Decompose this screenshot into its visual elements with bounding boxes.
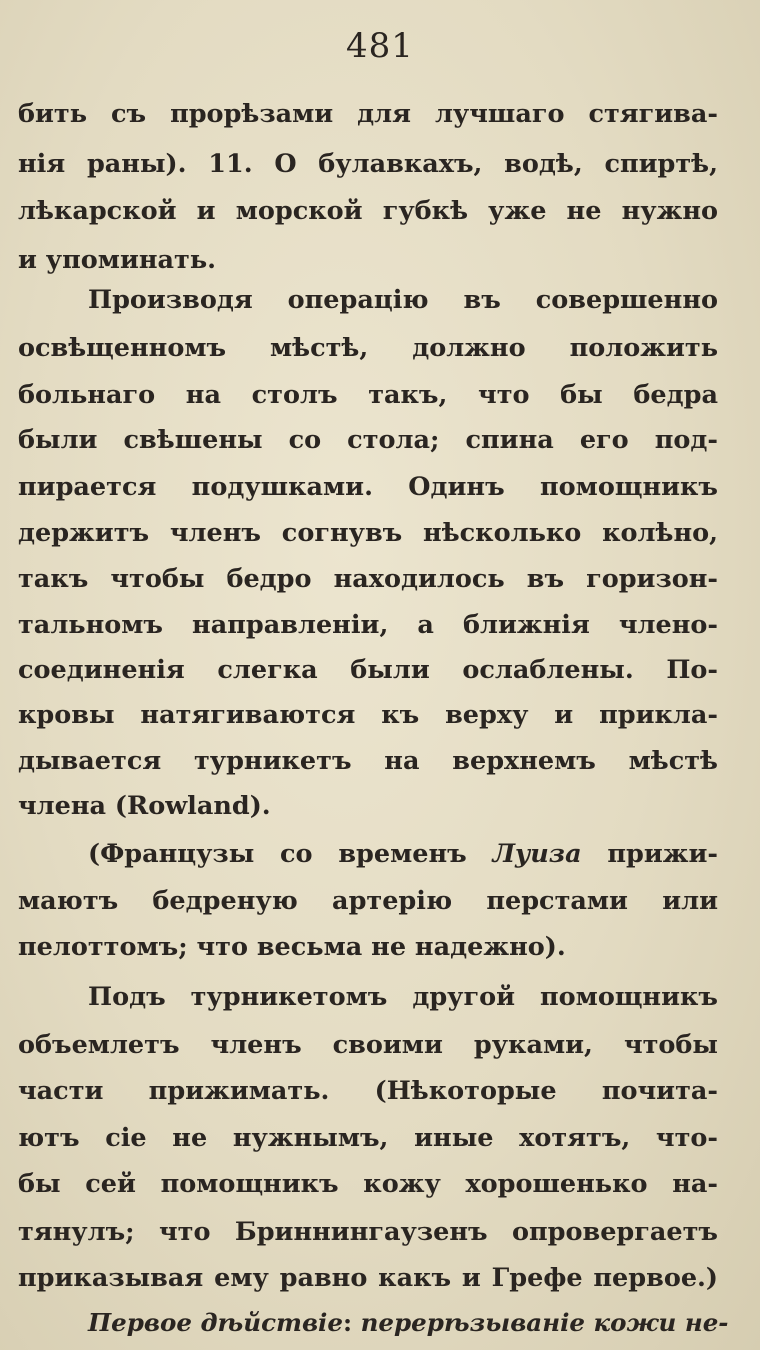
text-line: маютъ бедреную артерію перстами или (18, 886, 718, 916)
text-line: соединенія слегка были ослаблены. По- (18, 655, 718, 685)
text-line: держитъ членъ согнувъ нѣсколько колѣно, (18, 518, 718, 548)
text-line: бы сей помощникъ кожу хорошенько на- (18, 1169, 718, 1199)
italic-name: Луиза (492, 839, 582, 869)
paragraph-first-line (88, 1308, 729, 1337)
text-line: кровы натягиваются къ верху и прикла- (18, 700, 718, 730)
paragraph-first-line: Производя операцію въ совершенно (88, 285, 718, 315)
italic-heading: Первое дѣйствіе (88, 1308, 343, 1337)
text-run: прижи- (581, 839, 719, 869)
text-line: тянулъ; что Бриннингаузенъ опровергаетъ (18, 1217, 718, 1247)
text-line: тальномъ направленіи, а ближнія члено- (18, 610, 718, 640)
text-run: : (342, 1308, 361, 1337)
text-line: такъ чтобы бедро находилось въ горизон- (18, 564, 718, 594)
paragraph-first-line (88, 839, 719, 869)
text-line: нія раны). 11. О булавкахъ, водѣ, спиртѣ, (18, 149, 718, 179)
italic-text: перерѣзываніе кожи не- (360, 1308, 729, 1337)
text-line: пелоттомъ; что весьма не надежно). (18, 932, 566, 962)
text-line: больнаго на столъ такъ, что бы бедра (18, 380, 718, 410)
text-line: лѣкарской и морской губкѣ уже не нужно (18, 196, 718, 226)
paragraph-first-line: Подъ турникетомъ другой помощникъ (88, 982, 718, 1012)
text-line: приказывая ему равно какъ и Грефе первое.) (18, 1263, 718, 1293)
text-line: объемлетъ членъ своими руками, чтобы (18, 1030, 718, 1060)
text-run: (Французы со временъ (88, 839, 493, 869)
text-line: дывается турникетъ на верхнемъ мѣстѣ (18, 746, 718, 776)
text-line: члена (Rowland). (18, 791, 271, 821)
text-line: освѣщенномъ мѣстѣ, должно положить (18, 333, 718, 363)
text-line: бить съ прорѣзами для лучшаго стягива- (18, 99, 718, 129)
text-line: пирается подушками. Одинъ помощникъ (18, 472, 718, 502)
text-line: и упоминать. (18, 245, 217, 275)
text-line: ютъ сіе не нужнымъ, иные хотятъ, что- (18, 1123, 718, 1153)
text-line: части прижимать. (Нѣкоторые почита- (18, 1076, 718, 1106)
text-line: были свѣшены со стола; спина его под- (18, 425, 718, 455)
page-number: 481 (346, 26, 414, 66)
